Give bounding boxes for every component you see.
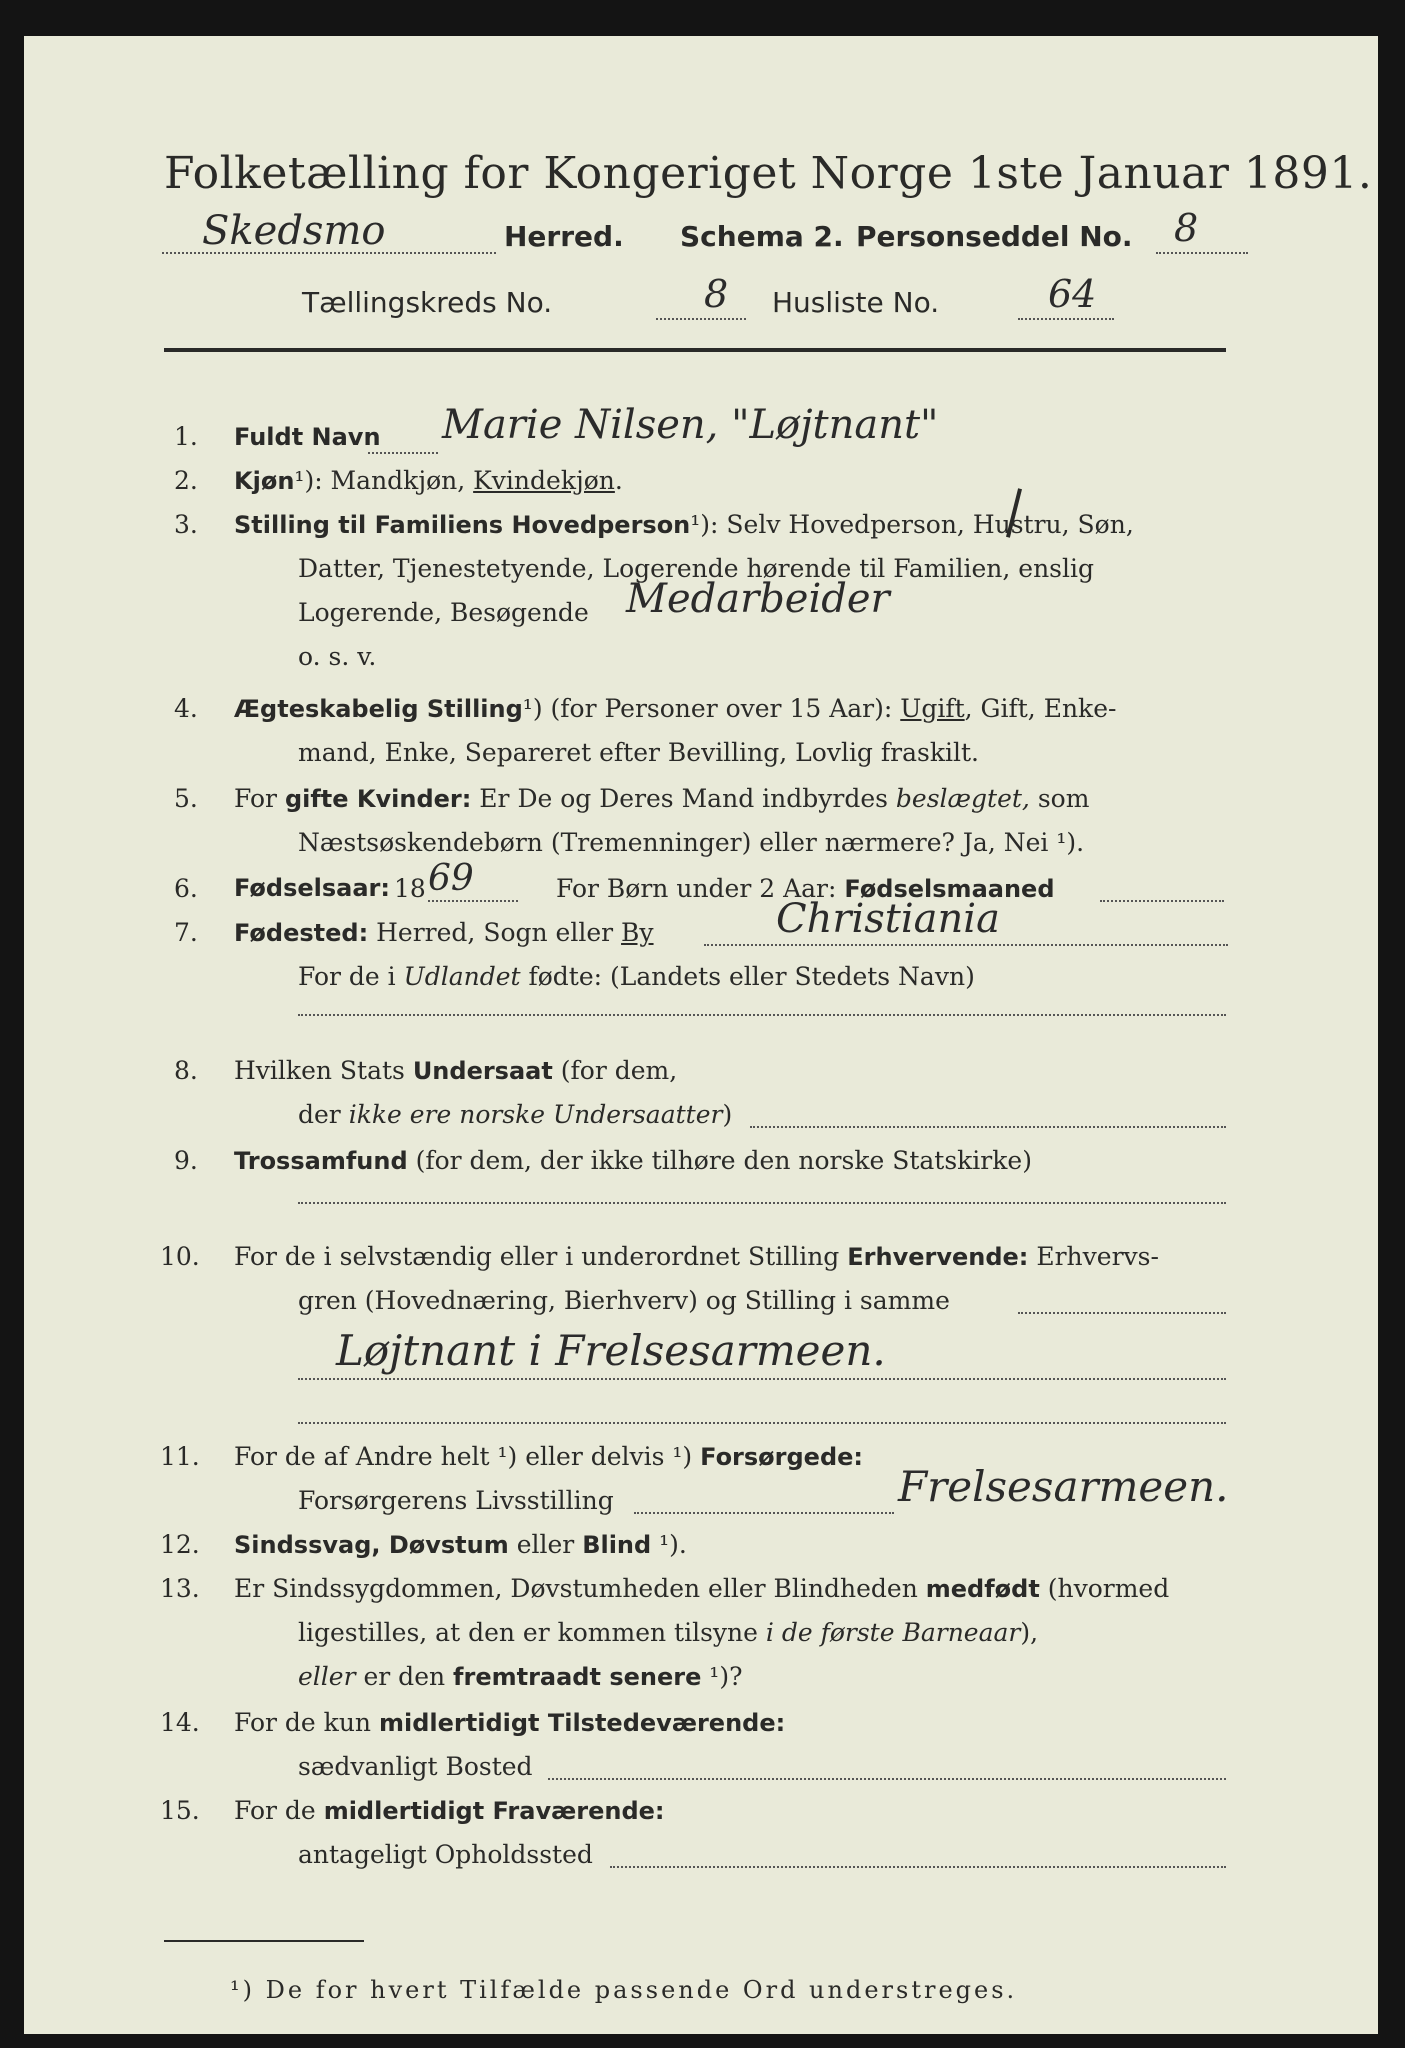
- q7-line2: [298, 962, 975, 991]
- q3-line1-text: ¹): Selv Hovedperson, Hustru, Søn,: [690, 510, 1134, 539]
- q11-dotline: [634, 1512, 894, 1514]
- q3-line3: Logerende, Besøgende: [298, 598, 589, 627]
- q5-line1a: Er De og Deres Mand indbyrdes: [471, 784, 896, 813]
- q12-number: 12.: [160, 1530, 200, 1559]
- q10-line1b: Erhvervs-: [1028, 1242, 1159, 1271]
- q12-mid: eller: [508, 1530, 583, 1559]
- q9-label: Trossamfund: [234, 1147, 408, 1175]
- q11-line2: Forsørgerens Livsstilling: [298, 1486, 614, 1515]
- q13-line1b: (hvormed: [1039, 1574, 1170, 1603]
- q7-answer: Christiania: [776, 896, 1000, 942]
- q6-text-body: For Børn under 2 Aar:: [556, 874, 845, 903]
- herred-value: Skedsmo: [202, 208, 386, 254]
- q10-answer-dotline: [298, 1378, 1226, 1380]
- q4-line1a: ¹) (for Personer over 15 Aar):: [522, 694, 901, 723]
- q10-extra-dotline: [298, 1422, 1226, 1424]
- kreds-label: Tællingskreds No.: [302, 286, 553, 319]
- q14-dotline: [548, 1778, 1226, 1780]
- q2-number: 2.: [174, 466, 198, 495]
- q11-number: 11.: [160, 1442, 200, 1471]
- q9-text: (for dem, der ikke tilhøre den norske Statskirke): [407, 1146, 1032, 1175]
- q10-line2-dotline: [1018, 1312, 1226, 1314]
- q11-line1: [234, 1442, 863, 1471]
- q5-lead: For: [234, 784, 285, 813]
- herred-label: Herred.: [504, 220, 624, 253]
- form-title: Folketælling for Kongeriget Norge 1ste Januar 1891.: [164, 148, 1373, 199]
- header-rule: [164, 348, 1226, 352]
- q9-number: 9.: [174, 1146, 198, 1175]
- q3-line4: o. s. v.: [298, 642, 377, 671]
- q8-line1b: (for dem,: [552, 1056, 678, 1085]
- q7-line2b: fødte: (Landets eller Stedets Navn): [520, 962, 975, 991]
- q2-options: ): Mandkjøn,: [304, 466, 474, 495]
- q14-line1: [234, 1708, 785, 1737]
- q7-dotline: [704, 944, 1228, 946]
- q4-line1b: , Gift, Enke-: [964, 694, 1117, 723]
- q14-line2: sædvanligt Bosted: [298, 1752, 533, 1781]
- q5-number: 5.: [174, 784, 198, 813]
- q13-line2i: i de første Barneaar: [765, 1618, 1021, 1647]
- q10-line1a: For de i selvstændig eller i underordnet Stilling: [234, 1242, 848, 1271]
- q13-line2: [298, 1618, 1038, 1647]
- q6-number: 6.: [174, 874, 198, 903]
- q3-line2: Datter, Tjenestetyende, Logerende hørende til Familien, enslig: [298, 554, 1095, 583]
- q5-label: gifte Kvinder:: [284, 785, 472, 813]
- q13-line3i: eller: [298, 1662, 356, 1691]
- q8-label: Undersaat: [412, 1057, 553, 1085]
- q15-label: midlertidigt Fraværende:: [323, 1797, 665, 1825]
- q6-year: 69: [428, 858, 474, 899]
- q10-answer: Løjtnant i Frelsesarmeen.: [336, 1326, 886, 1375]
- q12-label: Sindssvag, Døvstum: [234, 1531, 509, 1559]
- q14-lead: For de kun: [234, 1708, 379, 1737]
- q2-text: [234, 466, 623, 495]
- q5-italic: beslægtet,: [895, 784, 1030, 813]
- q7-underlined-option: By: [621, 918, 654, 947]
- q8-line2: der ikke ere norske Undersaatter): [298, 1100, 733, 1129]
- q5-line1: [234, 784, 1089, 813]
- q13-line3b: ¹)?: [701, 1662, 743, 1691]
- personseddel-dotline: [1156, 252, 1248, 254]
- q8-line2i: ikke ere norske Undersaatter: [348, 1100, 723, 1129]
- q4-number: 4.: [174, 694, 198, 723]
- q11-line1a: For de af Andre helt ¹) eller delvis ¹): [234, 1442, 701, 1471]
- q8-dotline: [750, 1126, 1226, 1128]
- q7-line2a: For de i: [298, 962, 404, 991]
- q3-label: Stilling til Familiens Hovedperson: [234, 511, 691, 539]
- q13-label: medfødt: [925, 1575, 1040, 1603]
- q5-line2: Næstsøskendebørn (Tremenninger) eller nærmere? Ja, Nei ¹).: [298, 828, 1085, 857]
- q3-answer: Medarbeider: [626, 576, 890, 622]
- q9-line1: [234, 1146, 1032, 1175]
- q1-answer: Marie Nilsen, "Løjtnant": [442, 402, 939, 448]
- husliste-dotline: [1018, 318, 1114, 320]
- q11-label: Forsørgede:: [700, 1443, 864, 1471]
- q6-label: Fødselsaar:: [234, 874, 390, 902]
- husliste-value: 64: [1048, 272, 1097, 316]
- q11-answer: Frelsesarmeen.: [898, 1462, 1229, 1511]
- q13-line3a: er den: [355, 1662, 454, 1691]
- q6-prefix: 18: [394, 874, 426, 903]
- q15-lead: For de: [234, 1796, 324, 1825]
- q4-label: Ægteskabelig Stilling: [234, 695, 523, 723]
- q10-label: Erhvervende:: [847, 1243, 1029, 1271]
- q6-month-dotline: [1100, 900, 1224, 902]
- footnote-rule: [164, 1940, 364, 1942]
- q10-number: 10.: [160, 1242, 200, 1271]
- q8-line2a: der: [298, 1100, 349, 1129]
- herred-dotline: [162, 252, 496, 254]
- q4-underlined-option: Ugift: [900, 694, 965, 723]
- q13-line1a: Er Sindssygdommen, Døvstumheden eller Blindheden: [234, 1574, 926, 1603]
- q7-line1: [234, 918, 654, 947]
- q7-number: 7.: [174, 918, 198, 947]
- kreds-value: 8: [704, 272, 729, 316]
- q10-line1: [234, 1242, 1159, 1271]
- q12-end: ¹).: [651, 1530, 687, 1559]
- q7-foreign-dotline: [298, 1014, 1226, 1016]
- q2-underlined-option: Kvindekjøn: [473, 466, 615, 495]
- kreds-dotline: [656, 318, 746, 320]
- q3-line1: [234, 510, 1134, 539]
- q13-line2a: ligestilles, at den er kommen tilsyne: [298, 1618, 766, 1647]
- q8-number: 8.: [174, 1056, 198, 1085]
- q12-line1: [234, 1530, 687, 1559]
- q2-end: .: [614, 466, 623, 495]
- q15-number: 15.: [160, 1796, 200, 1825]
- q14-number: 14.: [160, 1708, 200, 1737]
- q8-line1: [234, 1056, 677, 1085]
- q8-line1a: Hvilken Stats: [234, 1056, 413, 1085]
- personseddel-label: Personseddel No.: [856, 220, 1133, 253]
- census-form-page: [24, 36, 1378, 2034]
- q12-label2: Blind: [582, 1531, 652, 1559]
- q7-text: Herred, Sogn eller: [368, 918, 622, 947]
- q13-line2b: ),: [1020, 1618, 1039, 1647]
- q3-number: 3.: [174, 510, 198, 539]
- q6-label2: Fødselsmaaned: [844, 875, 1055, 903]
- q4-line2: mand, Enke, Separeret efter Bevilling, Lovlig fraskilt.: [298, 738, 979, 767]
- q1-label: Fuldt Navn: [234, 423, 381, 451]
- schema-label: Schema 2.: [680, 220, 844, 253]
- q14-label: midlertidigt Tilstedeværende:: [378, 1709, 786, 1737]
- q5-line1b: som: [1029, 784, 1090, 813]
- q13-label2: fremtraadt senere: [453, 1663, 702, 1691]
- q9-dotline: [298, 1202, 1226, 1204]
- q4-line1: [234, 694, 1116, 723]
- q13-number: 13.: [160, 1574, 200, 1603]
- q7-label: Fødested:: [234, 919, 369, 947]
- footnote: ¹) De for hvert Tilfælde passende Ord understreges.: [230, 1976, 1018, 2004]
- q7-line2i: Udlandet: [403, 962, 521, 991]
- q10-line2: gren (Hovednæring, Bierhverv) og Stilling i samme: [298, 1286, 950, 1315]
- q15-line2: antageligt Opholdssted: [298, 1840, 593, 1869]
- q13-line3: [298, 1662, 743, 1691]
- q15-dotline: [610, 1866, 1226, 1868]
- q1-number: 1.: [174, 422, 198, 451]
- personseddel-value: 8: [1174, 206, 1199, 250]
- q2-label: Kjøn: [234, 467, 295, 495]
- q2-sup: ¹: [294, 466, 305, 495]
- q13-line1: [234, 1574, 1169, 1603]
- q15-line1: [234, 1796, 665, 1825]
- husliste-label: Husliste No.: [772, 286, 940, 319]
- q6-year-dotline: [428, 900, 518, 902]
- q1-dotline: [368, 452, 438, 454]
